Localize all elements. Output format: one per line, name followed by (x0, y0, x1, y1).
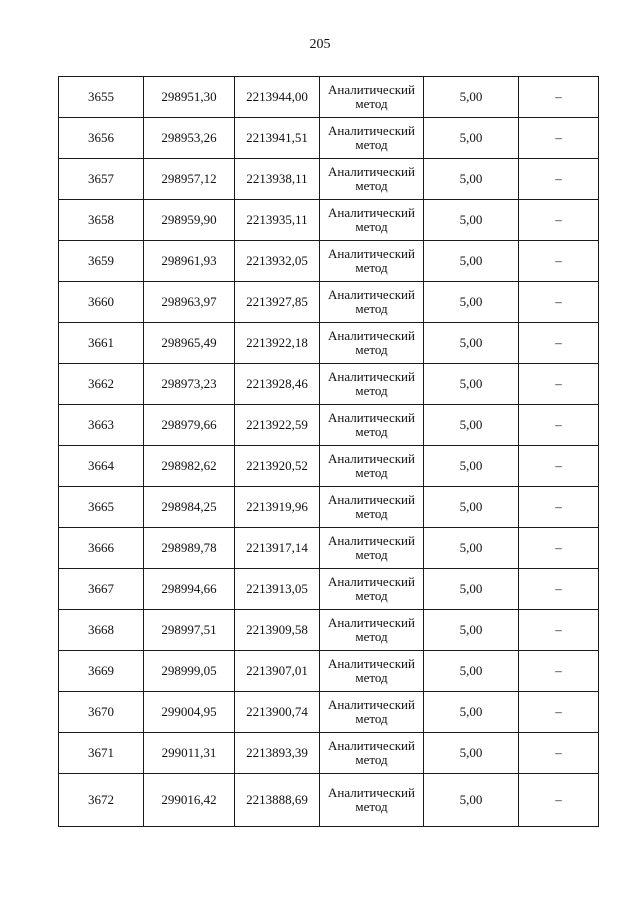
method-text-line1: Аналитический (328, 615, 415, 630)
y-coordinate-cell: 2213932,05 (235, 241, 320, 282)
coordinates-table (58, 76, 599, 827)
x-coordinate-cell: 298957,12 (144, 159, 235, 200)
method-cell (320, 446, 424, 487)
error-value-cell: 5,00 (424, 323, 519, 364)
method-text-line2: метод (355, 383, 388, 398)
y-coordinate-cell: 2213888,69 (235, 774, 320, 827)
x-coordinate-cell: 299016,42 (144, 774, 235, 827)
x-coordinate-cell: 298989,78 (144, 528, 235, 569)
method-text-line1: Аналитический (328, 656, 415, 671)
method-cell (320, 774, 424, 827)
x-coordinate-cell: 299011,31 (144, 733, 235, 774)
x-coordinate-cell: 298994,66 (144, 569, 235, 610)
point-number-cell: 3660 (59, 282, 144, 323)
method-text-line2: метод (355, 588, 388, 603)
method-text-line2: метод (355, 424, 388, 439)
method-text-line1: Аналитический (328, 123, 415, 138)
note-cell: – (519, 282, 599, 323)
method-cell (320, 569, 424, 610)
y-coordinate-cell: 2213941,51 (235, 118, 320, 159)
table-row (59, 323, 599, 364)
method-cell (320, 610, 424, 651)
y-coordinate-cell: 2213922,18 (235, 323, 320, 364)
note-cell: – (519, 446, 599, 487)
method-text-line2: метод (355, 219, 388, 234)
method-cell (320, 200, 424, 241)
y-coordinate-cell: 2213900,74 (235, 692, 320, 733)
note-cell: – (519, 733, 599, 774)
x-coordinate-cell: 298961,93 (144, 241, 235, 282)
method-text-line2: метод (355, 670, 388, 685)
method-text-line1: Аналитический (328, 492, 415, 507)
point-number-cell: 3670 (59, 692, 144, 733)
method-text-line1: Аналитический (328, 164, 415, 179)
point-number-cell: 3671 (59, 733, 144, 774)
error-value-cell: 5,00 (424, 159, 519, 200)
error-value-cell: 5,00 (424, 282, 519, 323)
table-row (59, 405, 599, 446)
error-value-cell: 5,00 (424, 200, 519, 241)
table-row (59, 733, 599, 774)
table-body (59, 77, 599, 827)
point-number-cell: 3656 (59, 118, 144, 159)
y-coordinate-cell: 2213917,14 (235, 528, 320, 569)
y-coordinate-cell: 2213928,46 (235, 364, 320, 405)
note-cell: – (519, 651, 599, 692)
error-value-cell: 5,00 (424, 364, 519, 405)
method-text-line1: Аналитический (328, 533, 415, 548)
y-coordinate-cell: 2213919,96 (235, 487, 320, 528)
point-number-cell: 3657 (59, 159, 144, 200)
table-row (59, 118, 599, 159)
method-text-line2: метод (355, 342, 388, 357)
note-cell: – (519, 159, 599, 200)
error-value-cell: 5,00 (424, 487, 519, 528)
error-value-cell: 5,00 (424, 774, 519, 827)
y-coordinate-cell: 2213935,11 (235, 200, 320, 241)
x-coordinate-cell: 298959,90 (144, 200, 235, 241)
table-row (59, 200, 599, 241)
note-cell: – (519, 118, 599, 159)
point-number-cell: 3664 (59, 446, 144, 487)
error-value-cell: 5,00 (424, 651, 519, 692)
method-cell (320, 323, 424, 364)
method-text-line2: метод (355, 547, 388, 562)
y-coordinate-cell: 2213893,39 (235, 733, 320, 774)
table-row (59, 159, 599, 200)
error-value-cell: 5,00 (424, 446, 519, 487)
method-text-line1: Аналитический (328, 328, 415, 343)
method-cell (320, 528, 424, 569)
method-cell (320, 282, 424, 323)
error-value-cell: 5,00 (424, 241, 519, 282)
method-text-line1: Аналитический (328, 82, 415, 97)
x-coordinate-cell: 298953,26 (144, 118, 235, 159)
table-row (59, 528, 599, 569)
error-value-cell: 5,00 (424, 118, 519, 159)
method-cell (320, 405, 424, 446)
note-cell: – (519, 405, 599, 446)
method-cell (320, 733, 424, 774)
method-text-line2: метод (355, 465, 388, 480)
error-value-cell: 5,00 (424, 610, 519, 651)
y-coordinate-cell: 2213920,52 (235, 446, 320, 487)
method-text-line1: Аналитический (328, 451, 415, 466)
table-row (59, 569, 599, 610)
note-cell: – (519, 692, 599, 733)
point-number-cell: 3658 (59, 200, 144, 241)
y-coordinate-cell: 2213922,59 (235, 405, 320, 446)
y-coordinate-cell: 2213944,00 (235, 77, 320, 118)
note-cell: – (519, 610, 599, 651)
page-number: 205 (309, 37, 331, 52)
method-text-line2: метод (355, 799, 388, 814)
error-value-cell: 5,00 (424, 692, 519, 733)
method-text-line2: метод (355, 301, 388, 316)
error-value-cell: 5,00 (424, 733, 519, 774)
x-coordinate-cell: 298999,05 (144, 651, 235, 692)
method-text-line1: Аналитический (328, 369, 415, 384)
method-text-line2: метод (355, 752, 388, 767)
table-row (59, 77, 599, 118)
point-number-cell: 3669 (59, 651, 144, 692)
method-text-line1: Аналитический (328, 697, 415, 712)
x-coordinate-cell: 298984,25 (144, 487, 235, 528)
method-text-line2: метод (355, 137, 388, 152)
error-value-cell: 5,00 (424, 569, 519, 610)
table-row (59, 692, 599, 733)
y-coordinate-cell: 2213907,01 (235, 651, 320, 692)
y-coordinate-cell: 2213913,05 (235, 569, 320, 610)
x-coordinate-cell: 298982,62 (144, 446, 235, 487)
point-number-cell: 3672 (59, 774, 144, 827)
method-text-line1: Аналитический (328, 738, 415, 753)
point-number-cell: 3665 (59, 487, 144, 528)
method-text-line2: метод (355, 260, 388, 275)
point-number-cell: 3655 (59, 77, 144, 118)
table-row (59, 282, 599, 323)
note-cell: – (519, 323, 599, 364)
table-row (59, 774, 599, 827)
table-row (59, 364, 599, 405)
point-number-cell: 3668 (59, 610, 144, 651)
method-text-line1: Аналитический (328, 287, 415, 302)
table-row (59, 446, 599, 487)
note-cell: – (519, 364, 599, 405)
x-coordinate-cell: 299004,95 (144, 692, 235, 733)
method-text-line2: метод (355, 711, 388, 726)
x-coordinate-cell: 298963,97 (144, 282, 235, 323)
x-coordinate-cell: 298979,66 (144, 405, 235, 446)
table-row (59, 610, 599, 651)
method-text-line2: метод (355, 178, 388, 193)
method-cell (320, 364, 424, 405)
point-number-cell: 3662 (59, 364, 144, 405)
point-number-cell: 3659 (59, 241, 144, 282)
method-text-line1: Аналитический (328, 785, 415, 800)
error-value-cell: 5,00 (424, 528, 519, 569)
note-cell: – (519, 569, 599, 610)
note-cell: – (519, 77, 599, 118)
point-number-cell: 3667 (59, 569, 144, 610)
method-cell (320, 692, 424, 733)
table-row (59, 241, 599, 282)
note-cell: – (519, 774, 599, 827)
method-text-line1: Аналитический (328, 205, 415, 220)
note-cell: – (519, 487, 599, 528)
method-cell (320, 651, 424, 692)
method-cell (320, 241, 424, 282)
note-cell: – (519, 200, 599, 241)
method-text-line2: метод (355, 96, 388, 111)
x-coordinate-cell: 298951,30 (144, 77, 235, 118)
method-cell (320, 118, 424, 159)
x-coordinate-cell: 298965,49 (144, 323, 235, 364)
error-value-cell: 5,00 (424, 405, 519, 446)
note-cell: – (519, 241, 599, 282)
error-value-cell: 5,00 (424, 77, 519, 118)
method-text-line2: метод (355, 629, 388, 644)
x-coordinate-cell: 298973,23 (144, 364, 235, 405)
method-cell (320, 159, 424, 200)
y-coordinate-cell: 2213927,85 (235, 282, 320, 323)
method-cell (320, 77, 424, 118)
y-coordinate-cell: 2213938,11 (235, 159, 320, 200)
table-row (59, 487, 599, 528)
y-coordinate-cell: 2213909,58 (235, 610, 320, 651)
point-number-cell: 3663 (59, 405, 144, 446)
method-text-line2: метод (355, 506, 388, 521)
method-text-line1: Аналитический (328, 246, 415, 261)
x-coordinate-cell: 298997,51 (144, 610, 235, 651)
note-cell: – (519, 528, 599, 569)
table-row (59, 651, 599, 692)
point-number-cell: 3661 (59, 323, 144, 364)
method-text-line1: Аналитический (328, 410, 415, 425)
point-number-cell: 3666 (59, 528, 144, 569)
method-cell (320, 487, 424, 528)
method-text-line1: Аналитический (328, 574, 415, 589)
